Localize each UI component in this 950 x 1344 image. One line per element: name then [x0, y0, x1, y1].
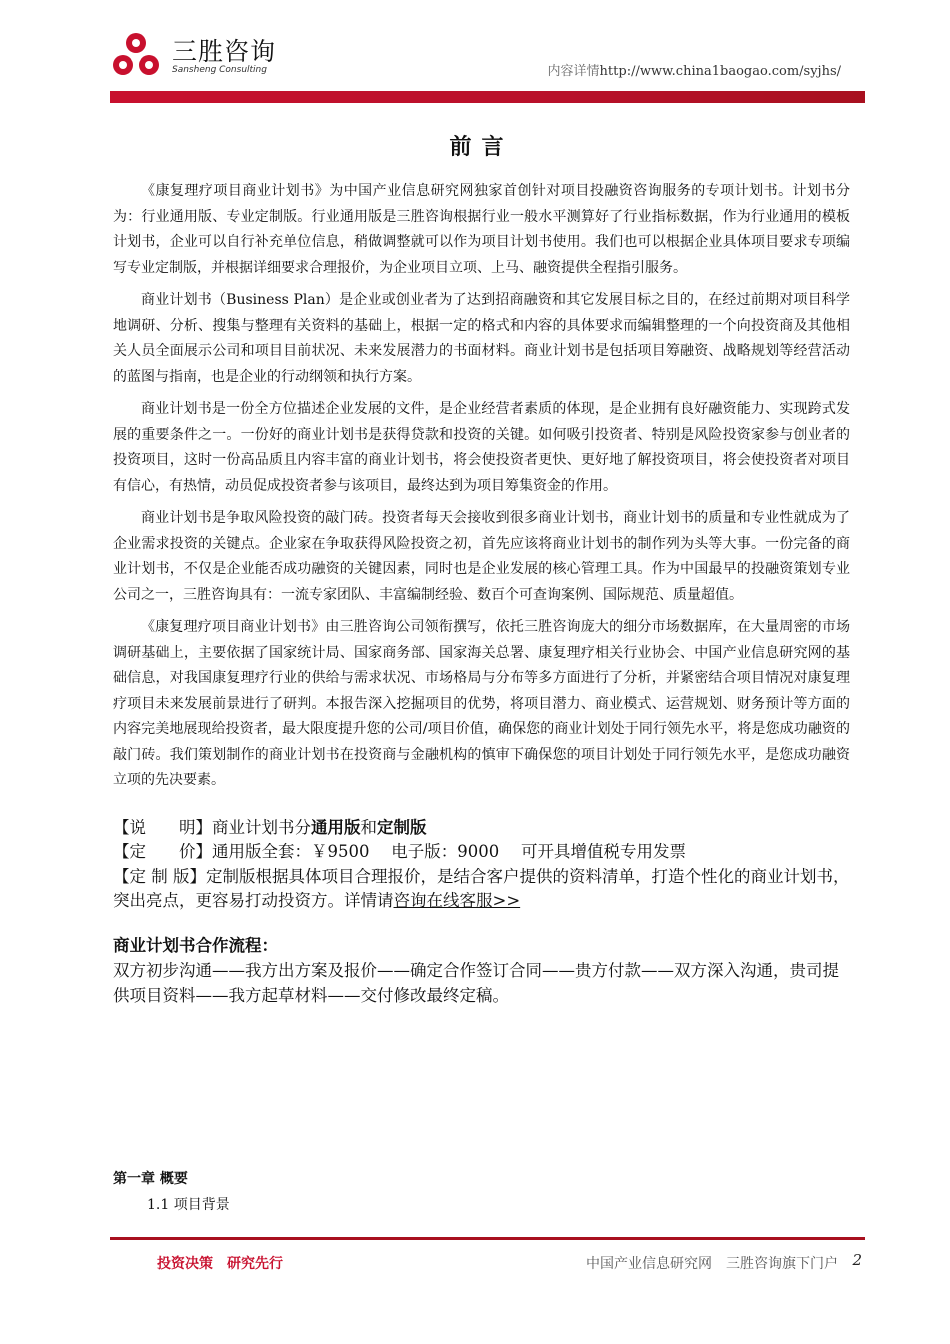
detail-link[interactable]: [548, 60, 841, 79]
footer-slogan-2: 研究先行: [227, 1256, 283, 1272]
footer-divider: [110, 1237, 865, 1240]
paragraph: 商业计划书（Business Plan）是企业或创业者为了达到招商融资和其它发展目标之目的，在经过前期对项目科学地调研、分析、搜集与整理有关资料的基础上，根据一定的格式和内容的具体要求而编辑整理的一个向投资商及其他相关人员全面展示公司和项目目前状况、未来发展潜力的书面材料。商业计划书是包括项目筹融资、战略规划等经营活动的蓝图与指南，也是企业的行动纲领和执行方案。: [113, 292, 850, 385]
page-number: 2: [852, 1251, 862, 1269]
logo-name-en: Sansheng Consulting: [172, 65, 267, 75]
paragraph: 《康复理疗项目商业计划书》由三胜咨询公司领衔撰写，依托三胜咨询庞大的细分市场数据库，在大量周密的市场调研基础上，主要依据了国家统计局、国家商务部、国家海关总署、康复理疗相关行业协会、中国产业信息研究网的基础信息，对我国康复理疗行业的供给与需求状况、市场格局与分布等多方面进行了分析，并紧密结合项目情况对康复理疗项目未来发展前景进行了研判。本报告深入挖掘项目的优势，将项目潜力、商业模式、运营规划、财务预计等方面的内容完美地展现给投资者，最大限度提升您的公司/项目价值，确保您的商业计划处于同行领先水平，将是您成功融资的敲门砖。我们策划制作的商业计划书在投资商与金融机构的慎审下确保您的项目计划处于同行领先水平，是您成功融资立项的先决要素。: [113, 619, 850, 788]
flow-title: 商业计划书合作流程：: [113, 935, 278, 955]
toc-chapter: 第一章 概要: [113, 1171, 188, 1187]
info-price-label: 【定 价】: [113, 842, 212, 861]
footer-portal: 三胜咨询旗下门户: [726, 1256, 838, 1272]
online-service-link[interactable]: 咨询在线客服>>: [393, 891, 521, 910]
paragraph: 商业计划书是一份全方位描述企业发展的文件，是企业经营者素质的体现，是企业拥有良好融资能力、实现跨式发展的重要条件之一。一份好的商业计划书是获得贷款和投资的关键。如何吸引投资者、特别是风险投资家参与创业者的投资项目，这时一份高品质且内容丰富的商业计划书，将会使投资者更快、更好地了解投资项目，将会使投资者对项目有信心，有热情，动员促成投资者参与该项目，最终达到为项目筹集资金的作用。: [113, 401, 850, 494]
logo-mark-icon: [110, 30, 162, 82]
info-explain-text: 商业计划书分: [212, 817, 311, 837]
info-explain-label: 【说 明】: [113, 817, 212, 837]
info-explain: [113, 816, 850, 841]
info-price-text: 通用版全套：￥9500 电子版：9000 可开具增值税专用发票: [212, 842, 686, 861]
footer-site: 中国产业信息研究网: [586, 1256, 712, 1272]
footer-slogan: [157, 1253, 283, 1273]
footer-site-info: [586, 1253, 838, 1273]
company-logo[interactable]: [110, 30, 280, 82]
logo-name-cn: 三胜咨询: [172, 37, 277, 66]
detail-link-label: 内容详情: [547, 64, 600, 79]
footer-slogan-1: 投资决策: [157, 1256, 213, 1272]
detail-link-url[interactable]: http://www.china1baogao.com/syjhs/: [599, 64, 841, 79]
info-price: [113, 840, 850, 865]
info-custom-version: 定制版: [377, 817, 427, 837]
document-body: [113, 130, 850, 1008]
info-general-version: 通用版: [311, 817, 361, 837]
paragraph: 《康复理疗项目商业计划书》为中国产业信息研究网独家首创针对项目投融资咨询服务的专项计划书。计划书分为：行业通用版、专业定制版。行业通用版是三胜咨询根据行业一般水平测算好了行业指标数据，作为行业通用的模板计划书，企业可以自行补充单位信息，稍做调整就可以作为项目计划书使用。我们也可以根据企业具体项目要求专项编写专业定制版，并根据详细要求合理报价，为企业项目立项、上马、融资提供全程指引服务。: [113, 183, 850, 276]
paragraph: 商业计划书是争取风险投资的敲门砖。投资者每天会接收到很多商业计划书，商业计划书的质量和专业性就成为了企业需求投资的关键点。企业家在争取获得风险投资之初，首先应该将商业计划书的制作列为头等大事。一份完备的商业计划书，不仅是企业能否成功融资的关键因素，同时也是企业发展的核心管理工具。作为中国最早的投融资策划专业公司之一，三胜咨询具有：一流专家团队、丰富编制经验、数百个可查询案例、国际规范、质量超值。: [113, 510, 850, 603]
info-and: 和: [360, 817, 377, 837]
info-custom: [113, 865, 850, 914]
toc-section: 1.1 项目背景: [147, 1197, 230, 1213]
page-title: 前言: [449, 135, 514, 160]
header-divider: [110, 91, 865, 103]
info-custom-label: 【定 制 版】: [113, 866, 206, 886]
info-custom-text: 定制版根据具体项目合理报价，是结合客户提供的资料清单，打造个性化的商业计划书，突出亮点，更容易打动投资方。详情请: [113, 866, 850, 910]
flow-body: 双方初步沟通——我方出方案及报价——确定合作签订合同——贵方付款——双方深入沟通，贵司提供项目资料——我方起草材料——交付修改最终定稿。: [113, 960, 839, 1005]
info-block: [113, 816, 850, 914]
